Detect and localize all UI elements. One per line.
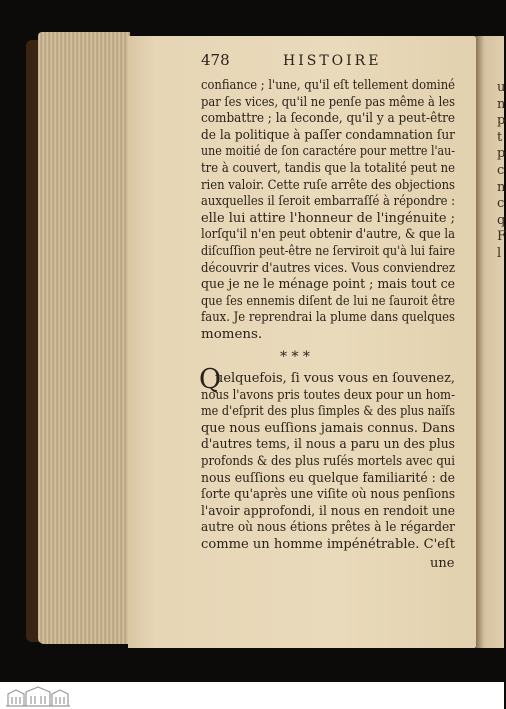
text-line: comme un homme impénétrable. C'eſt bbox=[201, 537, 455, 552]
text-line: profonds & des plus ruſés mortels avec qui bbox=[201, 454, 455, 469]
text-line: me d'eſprit des plus ſimples & des plus naïſs bbox=[201, 404, 455, 420]
text-line: l'avoir approfondi, il nous en rendoit une bbox=[201, 503, 455, 519]
next-page-letter: l bbox=[497, 246, 502, 261]
text-line: rien valoir. Cette ruſe arrête des objections bbox=[201, 177, 455, 193]
text-line: que je ne le ménage point ; mais tout ce bbox=[201, 277, 455, 293]
next-page-letter: p bbox=[497, 113, 506, 129]
next-page-letter: c bbox=[497, 196, 505, 212]
next-page-letter: p bbox=[497, 146, 506, 162]
catchword: une bbox=[430, 556, 455, 571]
library-building-icon bbox=[4, 684, 72, 708]
next-page-letter: q bbox=[497, 212, 506, 228]
text-line: lorſqu'il n'en peut obtenir d'autre, & que la bbox=[201, 227, 455, 243]
text-line: d'autres tems, il nous a paru un des plus bbox=[201, 437, 455, 453]
text-line: nous euſſions eu quelque familiarité : de bbox=[201, 470, 455, 486]
text-line: uelquefois, ſi vous vous en ſouvenez, bbox=[215, 371, 455, 386]
text-line: elle lui attire l'honneur de l'ingénuite ; bbox=[201, 210, 455, 226]
text-line: faux. Je reprendrai la plume dans quelques bbox=[201, 310, 455, 326]
text-line: de la politique à paſſer condamnation ſur bbox=[201, 127, 455, 143]
text-line: découvrir d'autres vices. Vous conviendrez bbox=[201, 260, 455, 276]
text-line: diſcuſſion peut-être ne ſerviroit qu'à lui faire bbox=[201, 244, 455, 259]
next-page-letter: t bbox=[497, 129, 503, 145]
next-page-letter: n bbox=[497, 96, 506, 112]
text-line: une moitié de ſon caractére pour mettre l'au- bbox=[201, 144, 455, 160]
next-page-letter: u bbox=[497, 80, 506, 95]
text-line: autre où nous étions prêtes à le régarder bbox=[201, 520, 455, 536]
text-line: par ſes vices, qu'il ne penſe pas même à les bbox=[201, 94, 455, 110]
text-line: confiance ; l'une, qu'il eſt tellement dominé bbox=[201, 78, 455, 93]
footer-bar bbox=[0, 682, 504, 709]
text-line: nous l'avons pris toutes deux pour un hom- bbox=[201, 387, 455, 403]
next-page-letter: n bbox=[497, 179, 506, 195]
next-page-letter: c bbox=[497, 163, 505, 178]
page-stack-edges bbox=[38, 32, 130, 644]
text-line: que ſes ennemis diſent de lui ne ſauroit être bbox=[201, 293, 455, 309]
text-line: tre à couvert, tandis que la totalité peut ne bbox=[201, 161, 455, 176]
section-separator: * * * bbox=[280, 349, 310, 365]
running-head: HISTOIRE bbox=[283, 53, 382, 69]
text-line: combattre ; la ſeconde, qu'il y a peut-être bbox=[201, 111, 455, 127]
text-line: momens. bbox=[201, 327, 263, 342]
page-number: 478 bbox=[201, 51, 230, 69]
text-line: auxquelles il ſeroit embarraſſé à répondre : bbox=[201, 194, 455, 210]
next-page-letter: F bbox=[497, 229, 506, 245]
drop-cap: Q bbox=[199, 364, 222, 395]
text-line: que nous euſſions jamais connus. Dans bbox=[201, 420, 455, 436]
text-line: ſorte qu'après une viſite où nous penſions bbox=[201, 487, 455, 503]
